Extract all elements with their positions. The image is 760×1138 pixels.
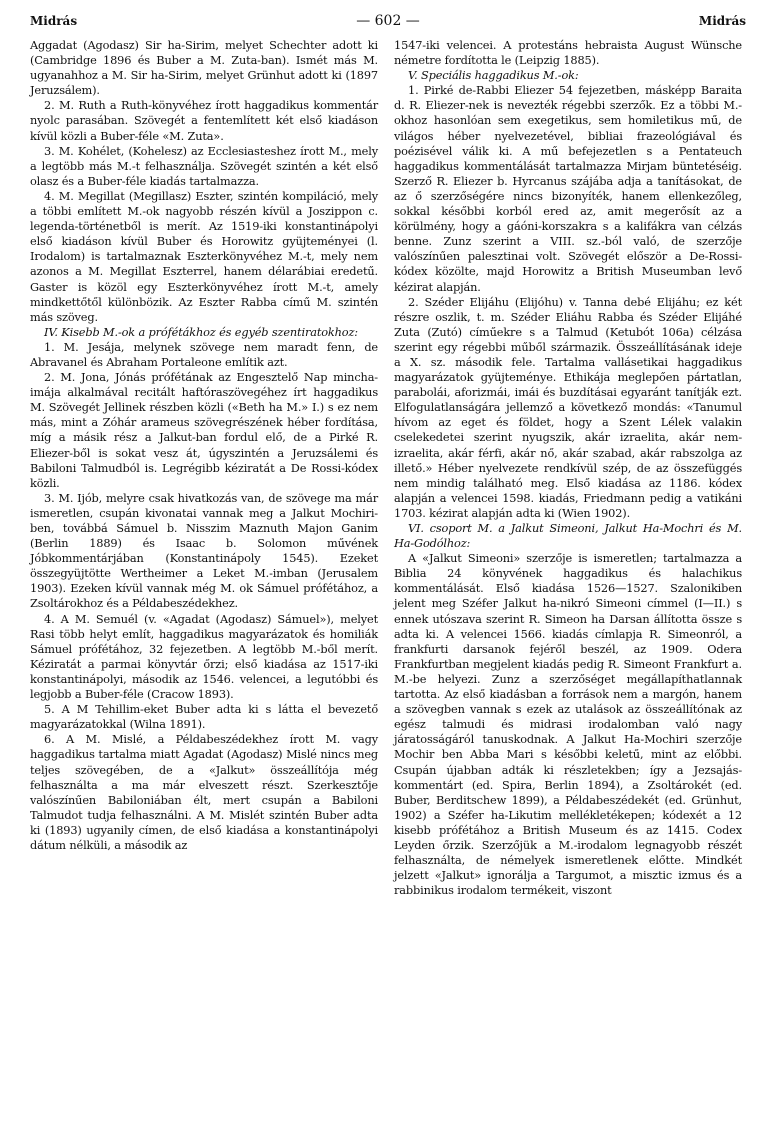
paragraph: 3. M. Kohélet, (Kohelesz) az Ecclesiasteshez írott M., mely a legtöbb más M.-t felhasználja. Szövegét szintén a két első olasz és a Buber-féle kiadás tartalmazza. [30, 143, 378, 188]
text-columns [30, 38, 746, 898]
section-heading: IV. Kisebb M.-ok a prófétákhoz és egyéb szentiratokhoz: [44, 324, 358, 339]
paragraph: 4. M. Megillat (Megillasz) Eszter, szintén kompiláció, mely a többi említett M.-ok nagyobb részén kívül a Joszippon c. legenda-történetből is merít. Az 1519-iki konstantinápolyi első kiadáson kívül Buber és Horowitz gyüjteményei (l. Irodalom) is tartalmaznak Eszterkönyvéhez M.-t, mely nem azonos a M. Megillat Eszterrel, hanem délarábiai eredetű. Gaster is közöl egy Eszterkönyvéhez írott M.-t, amely mindkettőtől különbözik. Az Eszter Rabba című M. szintén más szöveg. [30, 188, 378, 324]
header-left-title: Midrás [30, 14, 78, 28]
running-header [30, 10, 746, 32]
paragraph: A «Jalkut Simeoni» szerzője is ismeretlen; tartalmazza a Biblia 24 könyvének haggadikus és halachikus kommentálását. Első kiadása 1526—1527. Szalonikiben jelent meg Széfer Jalkut ha-nikró Simeoni címmel (I—II.) s ennek utószava szerint R. Simeon ha Darsan állította össze s adta ki. A velencei 1566. kiadás címlapja R. Simeonról, a frankfurti darsanok fejéről beszél, az 1909. Odera Frankfurtban megjelent kiadás pedig R. Simeont Frankfurt a. M.-be helyezi. Zunz a szerzőséget megállapíthatlannak tartotta. Az első kiadásban a források nem a margón, hanem a szövegben vannak s ezek az utalások az összeállítónak az egész talmudi és midrasi irodalomban való nagy járatosságáról tanuskodnak. A Jalkut Ha-Mochiri szerzője Mochir ben Abba Mari s későbbi keletű, mint az előbbi. Csupán újabban adták ki részletekben; így a Jezsajás-kommentárt (ed. Spira, Berlin 1894), a Zsoltárokét (ed. Buber, Berditschew 1899), a Példabeszédekét (ed. Grünhut, 1902) a Széfer ha-Likutim mellékletékepen; kódexét a 12 kisebb prófétához a British Museum és az 1415. Codex Leyden őrzik. Szerzőjük a M.-irodalom legnagyobb részét felhasználta, de némelyek ismeretlenek előtte. Mindkét jelzett «Jalkut» ignorálja a Targumot, a misztic izmus és a rabbinikus irodalom termékeit, viszont [394, 551, 742, 898]
paragraph: 2. M. Jona, Jónás prófétának az Engesztelő Nap mincha-imája alkalmával recitált haftóraszövegéhez írt haggadikus M. Szövegét Jellinek részben közli («Beth ha M.» I.) s ez nem más, mint a Zóhár arameus szövegrészének héber fordítása, míg a másik rész a Jalkut-ban fordul elő, de a Pirké R. Eliezer-ből is sokat vesz át, úgyszintén a Jeruzsálemi és Babiloni Talmudból is. Legrégibb kéziratát a De Rossi-kódex közli. [30, 370, 378, 490]
paragraph: Aggadat (Agodasz) Sir ha-Sirim, melyet Schechter adott ki (Cambridge 1896 és Buber a M. Zuta-ban). Ismét más M. ugyanahhoz a M. Sir ha-Sirim, melyet Grünhut adott ki (1897 Jeruzsálem). [30, 38, 378, 98]
page-number: — 602 — [356, 13, 420, 29]
paragraph: 1. Pirké de-Rabbi Eliezer 54 fejezetben, másképp Baraita d. R. Eliezer-nek is nevezték régebbi szerzők. Ez a többi M.-okhoz hasonlóan sem exegetikus, sem homiletikus mű, de világos héber nyelvezetével, bibliai frazeológiával és poézisével válik ki. A mű befejezetlen s a Pentateuch haggadikus kommentálását tartalmazza Mirjam büntetéséig. Szerző R. Eliezer b. Hyrcanus szájába adja a tanításokat, de az ő szerzőségére nincs bizonyíték, hanem ellenkezőleg, sokkal későbbi korból ered az, amit megerősít az a körülmény, hogy a gáóni-korszakra s a kalifákra van célzás benne. Zunz szerint a VIII. sz.-ból való, de szerzője valószínűen palesztinai volt. Szövegét először a De-Rossi-kódex közölte, majd Horowitz a British Museumban levő kézirat alapján. [394, 83, 742, 294]
left-column [30, 38, 378, 898]
paragraph: 1547-iki velencei. A protestáns hebraista August Wünsche németre fordította le (Leipzig 1885). [394, 38, 742, 68]
paragraph: 1. M. Jesája, melynek szövege nem maradt fenn, de Abravanel és Abraham Portaleone említik azt. [30, 339, 378, 369]
paragraph: 2. M. Ruth a Ruth-könyvéhez írott haggadikus kommentár nyolc parasában. Szövegét a fentemlített két első kiadáson kívül közli a Buber-féle «M. Zuta». [30, 98, 378, 143]
right-column [394, 38, 742, 898]
paragraph: 5. A M Tehillim-eket Buber adta ki s látta el bevezető magyarázatokkal (Wilna 1891). [30, 702, 378, 732]
paragraph: 2. Széder Elijáhu (Elijóhu) v. Tanna debé Elijáhu; ez két részre oszlik, t. m. Széder Eliáhu Rabba és Széder Elijáhé Zuta (Zutó) címűekre s a Talmud (Ketubót 106a) célzása szerint egy régebbi műből származik. Összeállításának ideje a X. sz. második fele. Tartalma vallásetikai haggadikus magyarázatok gyüjteménye. Ethikája meglepően pártatlan, parabolái, aforizmái, imái és buzdításai egyaránt tanítják ezt. Elfogulatlanságára jellemző a következő mondás: «Tanumul hívom az eget és földet, hogy a Szent Lélek valakin cselekedetei szerint nyugszik, akár izraelita, akár nem-izraelita, akár férfi, akár nő, akár szabad, akár rabszolga az illető.» Héber nyelvezete rendkívül szép, de az összefüggés nem mindig található meg. Első kiadása az 1186. kódex alapján a velencei 1598. kiadás, Friedmann pedig a vatikáni 1703. kézirat alapján adta ki (Wien 1902). [394, 294, 742, 520]
header-right-title: Midrás [698, 14, 746, 28]
section-heading: V. Speciális haggadikus M.-ok: [408, 68, 579, 83]
paragraph: 3. M. Ijób, melyre csak hivatkozás van, de szövege ma már ismeretlen, csupán kivonatai vannak meg a Jalkut Mochiri-ben, továbbá Sámuel b. Nisszim Maznuth Majon Ganim (Berlin 1889) és Isaac b. Solomon művének Jóbkommentárjában (Konstantinápoly 1545). Ezeket összegyüjtötte Wertheimer a Leket M.-imban (Jerusalem 1903). Ezeken kívül vannak még M. ok Sámuel prófétához, a Zsoltárokhoz és a Példabeszédekhez. [30, 490, 378, 611]
paragraph: 6. A M. Mislé, a Példabeszédekhez írott M. vagy haggadikus tartalma miatt Agadat (Agodasz) Mislé nincs meg teljes szövegében, de a «Jalkut» összeállítója még felhasználta a ma már elveszett részt. Szerkesztője valószínűen Babiloniában élt, mert csupán a Babiloni Talmudot tudja felhasználni. A M. Mislét szintén Buber adta ki (1893) ugyanily címen, de első kiadása a konstantinápolyi dátum nélküli, a második az [30, 732, 378, 852]
paragraph: 4. A M. Semuél (v. «Agadat (Agodasz) Sámuel»), melyet Rasi több helyt említ, haggadikus magyarázatok és homiliák Sámuel prófétához, 32 fejezetben. A legtöbb M.-ből merít. Kéziratát a parmai könyvtár őrzi; első kiadása az 1517-iki konstantinápolyi, második az 1546. velencei, a legutóbbi és legjobb a Buber-féle (Cracow 1893). [30, 611, 378, 702]
section-heading: VI. csoport M. a Jalkut Simeoni, Jalkut Ha-Mochri és M. Ha-Godólhoz: [394, 521, 742, 551]
